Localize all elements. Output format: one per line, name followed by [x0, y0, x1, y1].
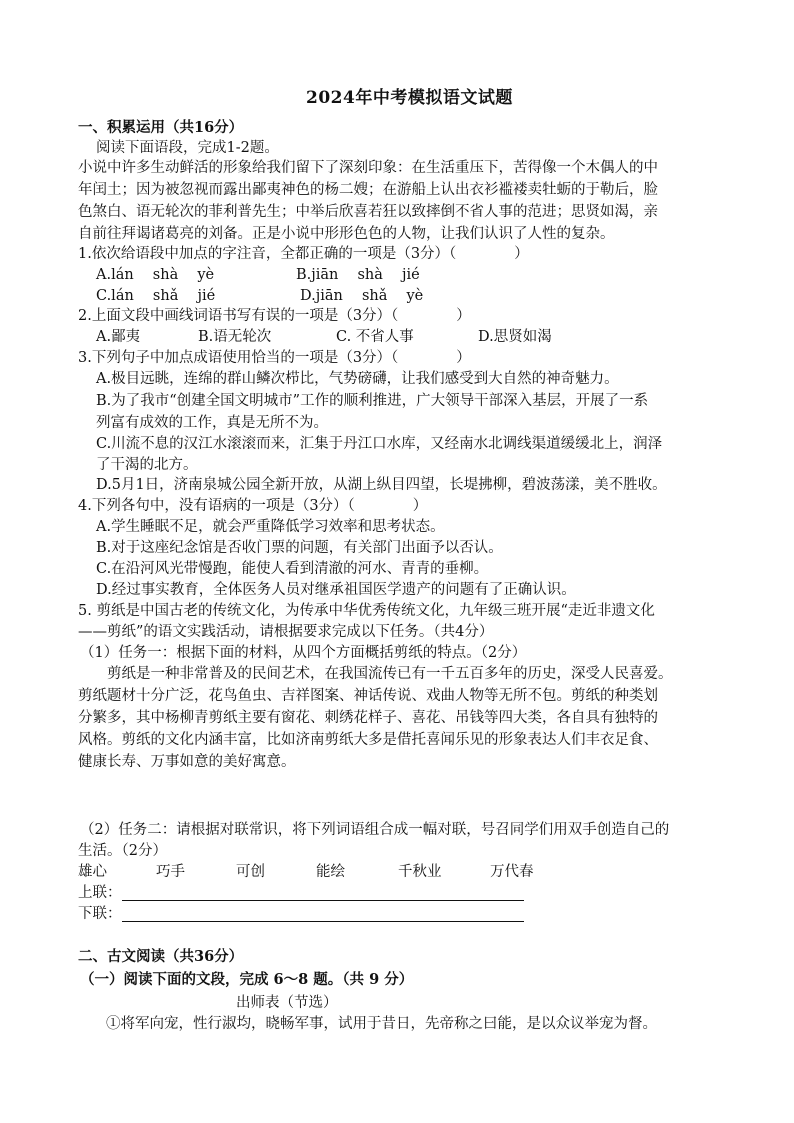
- material-line-2: 剪纸题材十分广泛，花鸟鱼虫、吉祥图案、神话传说、戏曲人物等无所不包。剪纸的种类划: [78, 688, 658, 704]
- text-title: 出师表（节选）: [236, 995, 338, 1011]
- q3-line-b1: B.为了我市“创建全国文明城市”工作的顺利推进，广大领导干部深入基层，开展了一系: [96, 393, 649, 409]
- q3-line-a: A.极目远眺，连绵的群山鳞次栉比，气势磅礴，让我们感受到大自然的神奇魅力。: [96, 371, 619, 387]
- q3-line-d: D.5月1日，济南泉城公园全新开放，从湖上纵目四望，长堤拂柳，碧波荡漾，美不胜收。: [96, 477, 667, 493]
- passage-line-1: 小说中许多生动鲜活的形象给我们留下了深刻印象：在生活重压下，苦得像一个木偶人的中: [78, 160, 658, 176]
- section2-heading: 二、古文阅读（共36分）: [78, 948, 244, 965]
- lower-couplet-label: 下联：: [78, 906, 122, 922]
- q2-option-a: A.鄙夷: [96, 329, 141, 345]
- q1-stem: 1.依次给语段中加点的字注音，全都正确的一项是（3分）（ ）: [78, 246, 529, 262]
- q3-line-c1: C.川流不息的汉江水滚滚而来，汇集于丹江口水库，又经南水北调线渠道缓缓北上，润泽: [96, 436, 663, 452]
- passage-line-2: 年闰土；因为被忽视而露出鄙夷神色的杨二嫂；在游船上认出衣衫褴褛卖牡蛎的于勒后，脸: [78, 182, 658, 198]
- q4-line-d: D.经过事实教育，全体医务人员对继承祖国医学遗产的问题有了正确认识。: [96, 582, 576, 598]
- q1-option-d: D.jiān shǎ yè: [300, 288, 424, 304]
- q1-option-c: C.lán shǎ jié: [96, 288, 216, 304]
- q4-stem: 4.下列各句中，没有语病的一项是（3分）（ ）: [78, 498, 428, 514]
- q1-option-a: A.lán shà yè: [96, 267, 215, 283]
- q2-option-c: C. 不省人事: [336, 329, 414, 345]
- q2-stem: 2.上面文段中画线词语书写有误的一项是（3分）（ ）: [78, 308, 471, 324]
- q5-task2-line-2: 生活。（2分）: [78, 843, 167, 859]
- material-line-5: 健康长寿、万事如意的美好寓意。: [78, 754, 296, 770]
- section1-heading: 一、积累运用（共16分）: [78, 119, 244, 136]
- q3-line-c2: 了干渴的北方。: [96, 457, 198, 473]
- q4-line-b: B.对于这座纪念馆是否收门票的问题，有关部门出面予以否认。: [96, 540, 503, 556]
- q5-stem-line-1: 5. 剪纸是中国古老的传统文化，为传承中华优秀传统文化，九年级三班开展“走近非遗文化: [78, 603, 655, 619]
- text-paragraph-1: ①将军向宠，性行淑均，晓畅军事，试用于昔日，先帝称之曰能，是以众议举宠为督。: [106, 1016, 657, 1032]
- q3-line-b2: 列富有成效的工作，真是无所不为。: [96, 415, 328, 431]
- page-title: 2024年中考模拟语文试题: [306, 88, 513, 108]
- material-line-3: 分繁多，其中杨柳青剪纸主要有窗花、刺绣花样子、喜花、吊钱等四大类，各自具有独特的: [78, 710, 658, 726]
- q5-task2-line-1: （2）任务二：请根据对联常识，将下列词语组合成一幅对联，号召同学们用双手创造自己的: [80, 822, 670, 838]
- q2-option-b: B.语无轮次: [198, 329, 272, 345]
- lower-couplet-answer-line[interactable]: [122, 921, 524, 922]
- q4-line-a: A.学生睡眠不足，就会严重降低学习效率和思考状态。: [96, 519, 445, 535]
- section2-sub1: （一）阅读下面的文段，完成 6～8 题。（共 9 分）: [80, 971, 414, 988]
- passage-line-3: 色煞白、语无轮次的菲利普先生；中举后欣喜若狂以致摔倒不省人事的范进；思贤如渴，亲: [78, 204, 658, 220]
- material-line-1: 剪纸是一种非常普及的民间艺术，在我国流传已有一千五百多年的历史，深受人民喜爱。: [78, 666, 673, 682]
- upper-couplet-answer-line[interactable]: [122, 900, 524, 901]
- q2-option-d: D.思贤如渴: [478, 329, 552, 345]
- passage-line-4: 自前往拜谒诸葛亮的刘备。正是小说中形形色色的人物，让我们认识了人性的复杂。: [78, 226, 615, 242]
- word-3: 可创: [236, 864, 265, 880]
- material-line-4: 风格。剪纸的文化内涵丰富，比如济南剪纸大多是借托喜闻乐见的形象表达人们丰衣足食、: [78, 732, 658, 748]
- q1-option-b: B.jiān shà jié: [296, 267, 420, 283]
- q5-stem-line-2: ——剪纸”的语文实践活动，请根据要求完成以下任务。（共4分）: [78, 624, 494, 640]
- word-6: 万代春: [490, 864, 534, 880]
- word-2: 巧手: [156, 864, 185, 880]
- section1-intro: 阅读下面语段，完成1-2题。: [96, 140, 279, 156]
- q5-task1: （1）任务一：根据下面的材料，从四个方面概括剪纸的特点。（2分）: [80, 645, 527, 661]
- word-1: 雄心: [78, 864, 107, 880]
- q4-line-c: C.在沿河风光带慢跑，能使人看到清澈的河水、青青的垂柳。: [96, 561, 489, 577]
- word-5: 千秋业: [398, 864, 442, 880]
- word-4: 能绘: [316, 864, 345, 880]
- upper-couplet-label: 上联：: [78, 885, 122, 901]
- q3-stem: 3.下列句子中加点成语使用恰当的一项是（3分）（ ）: [78, 350, 471, 366]
